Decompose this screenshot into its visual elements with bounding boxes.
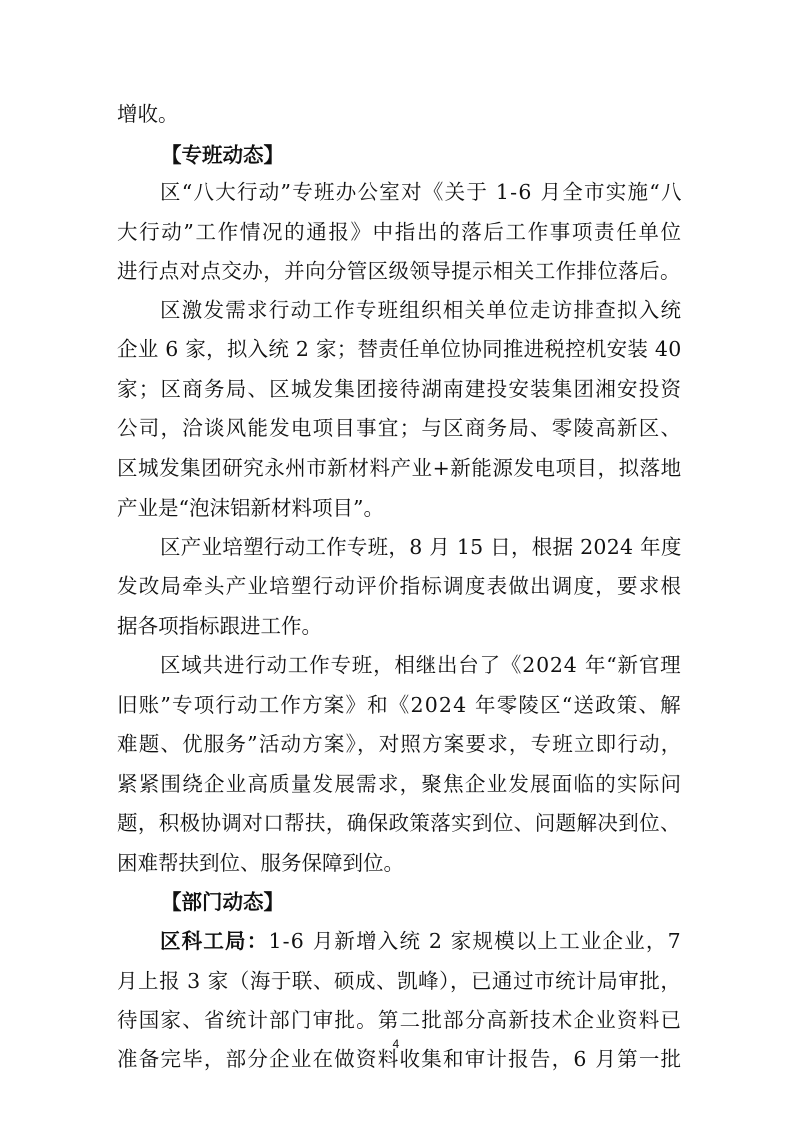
department-name: 区科工局： bbox=[160, 929, 269, 953]
body-line: 区域共进行动工作专班，相继出台了《2024 年“新官理 bbox=[160, 653, 682, 677]
body-line: 企业 6 家，拟入统 2 家；替责任单位协同推进税控机安装 40 bbox=[117, 337, 682, 361]
body-line: 区产业培塑行动工作专班，8 月 15 日，根据 2024 年度 bbox=[160, 535, 682, 559]
body-line: 紧紧围绕企业高质量发展需求，聚焦企业发展面临的实际问 bbox=[117, 772, 683, 796]
body-line: 题，积极协调对口帮扶，确保政策落实到位、问题解决到位、 bbox=[117, 811, 681, 835]
body-line: 增收。 bbox=[117, 102, 179, 126]
section-heading: 【部门动态】 bbox=[161, 890, 284, 914]
body-line: 大行动”工作情况的通报》中指出的落后工作事项责任单位 bbox=[117, 220, 683, 244]
body-line: 产业是“泡沫铝新材料项目”。 bbox=[117, 496, 384, 520]
section-heading: 【专班动态】 bbox=[161, 143, 284, 167]
body-text: 1-6 月新增入统 2 家规模以上工业企业，7 bbox=[268, 929, 682, 953]
body-line: 家；区商务局、区城发集团接待湖南建投安装集团湘安投资 bbox=[117, 377, 683, 401]
body-line: 旧账”专项行动工作方案》和《2024 年零陵区“送政策、解 bbox=[117, 693, 682, 717]
body-line: 难题、优服务”活动方案》，对照方案要求，专班立即行动， bbox=[117, 732, 683, 756]
body-line: 公司，洽谈风能发电项目事宜；与区商务局、零陵高新区、 bbox=[117, 416, 683, 440]
body-line: 据各项指标跟进工作。 bbox=[117, 614, 322, 638]
body-line: 发改局牵头产业培塑行动评价指标调度表做出调度，要求根 bbox=[117, 574, 683, 598]
body-line: 区激发需求行动工作专班组织相关单位走访排查拟入统 bbox=[160, 298, 683, 322]
page-number: 4 bbox=[392, 1037, 400, 1051]
body-line: 困难帮扶到位、服务保障到位。 bbox=[117, 851, 404, 875]
body-line: 月上报 3 家（海于联、硕成、凯峰），已通过市统计局审批， bbox=[117, 969, 682, 993]
body-line: 待国家、省统计部门审批。第二批部分高新技术企业资料已 bbox=[117, 1008, 683, 1032]
body-line bbox=[160, 926, 682, 956]
body-line: 进行点对点交办，并向分管区级领导提示相关工作排位落后。 bbox=[117, 259, 681, 283]
body-line: 准备完毕，部分企业在做资料收集和审计报告，6 月第一批 bbox=[117, 1047, 683, 1071]
body-line: 区“八大行动”专班办公室对《关于 1-6 月全市实施“八 bbox=[160, 180, 683, 204]
body-line: 区城发集团研究永州市新材料产业+新能源发电项目，拟落地 bbox=[117, 456, 682, 480]
